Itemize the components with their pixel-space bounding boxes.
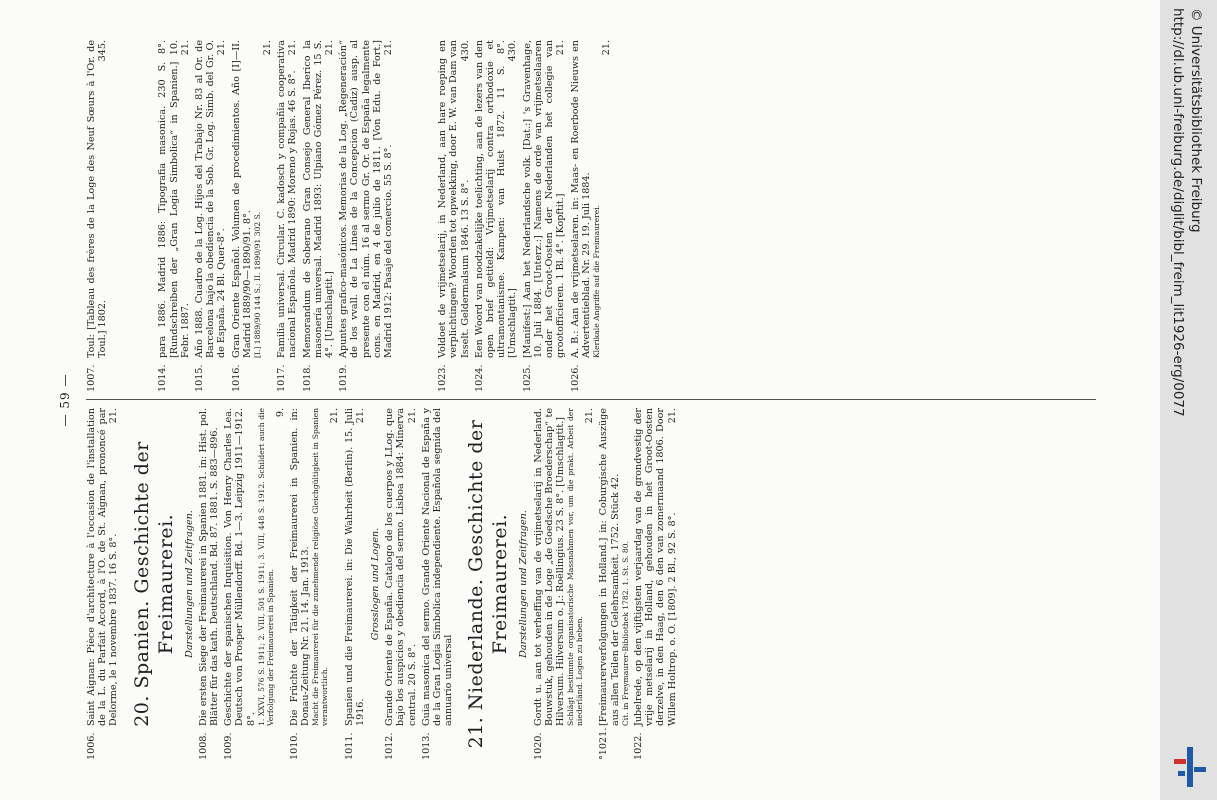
spacer — [111, 40, 157, 392]
entry-note: 1. XXVI, 576 S. 1911; 2. VIII, 501 S. 1911; 3. VIII, 448 S. 1912. Schildert auch die Verfolgung der Freimaurerei in Spanien. — [256, 408, 275, 726]
entry-ref: 21. — [179, 40, 191, 56]
entry-number: 1025. — [521, 364, 533, 392]
entry-number: 1013. — [420, 732, 432, 760]
entry-ref: 21. — [555, 40, 567, 56]
entry-1011 — [344, 408, 366, 760]
entry-ref: 21. — [666, 408, 678, 424]
entry-1016 — [231, 40, 274, 392]
rotated-page-content — [60, 40, 1100, 760]
entry-ref: 21. — [584, 408, 596, 424]
entry-text: Voldoet de vrijmetselarij, in Nederland, aan hare roeping en verplichtingen? Woorden tot opwekking, door E. W. van Dam van Isselt. Geldermalsum 1846. 13 S. 8°. — [437, 40, 471, 358]
entry-ref: 21. — [406, 408, 418, 424]
entry-number: 1016. — [230, 364, 242, 392]
entry-number: 1006. — [86, 732, 97, 760]
entry-ref: 21. — [216, 40, 228, 56]
page-header: — 59 — — [58, 373, 72, 427]
entry-text: Saint Aignan: Pièce d'architecture à l'occasion de l'installation de la L. du Parfait Accord, à l'O. de St. Aignan, prononcé par Delorme, le 1 novembre 1837. 16 S. 8°. — [86, 408, 120, 726]
entry-ref: 430. — [507, 40, 519, 62]
entry-text: Apuntes grafico-masónicos. Memorias de la Log. „Regeneración“ de los vvall. de La Linea de la Concepcion (Cadiz) ausp. al presente con el núm. 16 al sermo Gr. Or. de España legalmente cons. en Madrid, en 4 de julio de 1811. [Von Edu. de Fort.] Madrid 1912: Pasaje del comercio. 55 S. 8°. — [338, 40, 395, 358]
viewer-sidebar — [1160, 0, 1217, 800]
ub-freiburg-logo-icon — [1168, 745, 1212, 789]
entry-1012 — [384, 408, 418, 760]
copyright-notice: © Universitätsbibliothek Freiburg — [1188, 8, 1204, 233]
entry-ref: 430. — [459, 40, 471, 62]
entry-ref: 9. — [274, 408, 286, 418]
entry-number: 1011. — [343, 732, 355, 760]
entry-1019 — [338, 40, 394, 392]
entry-1008 — [198, 408, 220, 760]
entry-number: 1023. — [437, 364, 449, 392]
entry-1017 — [276, 40, 298, 392]
entry-number: 1012. — [384, 732, 396, 760]
entry-text: A. B.: Aan de vrijmetselaren. in: Maas- en Roerbode Nieuws en Advertentieblad. Nr. 29. 19. Juli 1884. — [569, 40, 592, 358]
right-column — [86, 40, 615, 392]
entry-text: Año 1888. Cuadro de la Log. Hijos del Trabajo Nr. 83 al Or. de Barcelona bajo la obediencia de la Sob. Gr. Log. Simb. del Gr. O. de España. 24 Bl. Quer-8°. — [194, 40, 228, 358]
entry-number: 1015. — [194, 364, 206, 392]
entry-1010 — [289, 408, 341, 760]
section-title-spain: 20. Spanien. Geschichte der Freimaurerei. — [130, 441, 177, 727]
entry-text: Guia masonica del sermo. Grande Oriente Nacional de España y de la Gran Logia Simbolica independiente. Española segnida del annuario universal — [420, 408, 455, 726]
left-column — [86, 408, 681, 760]
entry-ref: 21. — [324, 40, 336, 56]
entry-text: Familia universal. Circular. C. kadosch y compañia cooperativa nacional Española. Madrid 1890: Moreno y Rojas. 46 S. 8°. — [276, 40, 299, 358]
subsection-title: Darstellungen und Zeitfragen. — [518, 510, 530, 658]
entry-number: 1017. — [276, 364, 288, 392]
logo-blue-bar — [1194, 767, 1206, 772]
entry-ref: 21. — [329, 408, 341, 424]
entry-1009 — [223, 408, 286, 760]
entry-1025 — [522, 40, 567, 392]
entry-note: [I.] 1889/90 144 S.; II. 1890/91 302 S. — [253, 212, 263, 358]
entry-text: Een Woord van noodzakelijke toelichting, aan de lezers van den open brief getiteld: Vrijmetselarij contra orthodoxie et ultramontanisme. Kampen: van Hulst 1872. 11 S. 8°. [Umschlagtit.] — [473, 40, 519, 358]
entry-ref: 21. — [262, 40, 274, 56]
entry-1015 — [194, 40, 228, 392]
entry-number: 1018. — [301, 364, 313, 392]
section-title-netherlands: 21. Niederlande. Geschichte der Freimaurerei. — [465, 419, 512, 749]
entry-text: Grande Oriente de España. Catalogo de los cuerpos y LLog. que bajo los auspicios y obediencia del sermo. Lisboa 1884: Minerva central. 20 S. 8°. — [384, 408, 418, 726]
entry-number: 1019. — [338, 364, 350, 392]
entry-number: 1026. — [569, 364, 581, 392]
entry-ref: 345. — [97, 40, 109, 62]
entry-1014 — [157, 40, 191, 392]
entry-1024 — [474, 40, 519, 392]
entry-1006 — [86, 408, 120, 760]
entry-text: Jubelrede, op den vijftigsten verjaardag van de grondvestig der vrije metselarij in Holland, gehouden in het Groot-Oosten derzelve, in den Haag, den 6 den van zomermaand 1806. Door Willem Holtrop. o. O. [1809]. 2 Bl., 92 S. 8°. — [632, 408, 678, 726]
entry-text: Spanien und die Freimaurerei. in: Die Wahrheit (Berlin). 15. Juli 1916. — [343, 408, 366, 726]
entry-text: Toul: [Tableau des frères de la Loge des Neuf Sœurs à l'Or. de Toul.] 1802. — [86, 40, 109, 358]
entry-ref: 21. — [600, 40, 612, 56]
entry-1020 — [533, 408, 596, 760]
entry-1026 — [570, 40, 613, 392]
column-divider — [86, 399, 1096, 400]
entry-1021 — [598, 408, 629, 760]
entry-text: Gordt u. aan tot verheffing van de vrijmetselarij in Nederland. Bouwstuk, gehouden in de Loge „de Goedsche Broederschap“ te Hilversum. Hilversum o. J.: Roëllingius. 23 S. 8°. [Umschlagtit.] — [532, 408, 567, 726]
entry-text: [Freimaurerverfolgungen in Holland.] in: Coburgische Auszüge aus allen Teilen der Gelehrsamkeit. 1752. Stück 42. — [598, 408, 621, 726]
entry-number: 1009. — [223, 732, 235, 760]
subsection-title: Darstellungen und Zeitfragen. — [183, 510, 195, 658]
entry-number: 1022. — [632, 732, 644, 760]
logo-blue-bar-small — [1178, 771, 1185, 776]
entry-number: 1014. — [157, 364, 169, 392]
entry-text: Memorandum de Soberano Gran Consejo General Iberico la masonería universal. Madrid 1893: Ulpiano Gómez Pérez. 15 S. 4°. [Umschlagtit.] — [301, 40, 336, 358]
entry-text: para 1886. Madrid 1886: Tipografia masonica. 230 S. 8°. [Rundschreiben der „Gran Logia Simbolica“ in Spanien.] 10. Febr. 1887. — [157, 40, 191, 358]
entry-text: Geschichte der spanischen Inquisition. Von Henry Charles Lea. Deutsch von Prosper Müllendorff. Bd. 1—3. Leipzig 1911—1912. 8°. — [223, 408, 257, 726]
entry-number: °1021. — [598, 727, 610, 760]
entry-ref: 21. — [287, 40, 299, 56]
entry-text: Die Früchte der Tätigkeit der Freimaurerei in Spanien. in: Donau-Zeitung Nr. 21. 14. Jan. 1913. — [289, 408, 312, 726]
subsection-title: Grosslogen und Logen. — [370, 527, 382, 641]
permalink-url[interactable]: http://dl.ub.uni-freiburg.de/diglit/bibl_freim_lit1926-erg/0077 — [1170, 8, 1186, 417]
entry-1018 — [302, 40, 336, 392]
logo-red-bar — [1174, 759, 1186, 764]
entry-ref: 21. — [383, 40, 395, 56]
entry-ref: 21. — [354, 408, 366, 424]
logo-vertical-bar — [1187, 747, 1193, 787]
entry-1023 — [437, 40, 471, 392]
entry-text: Gran Oriente Español. Volumen de procedimientos. Año [I]—II. Madrid 1889/90—1890/91. 8°. — [230, 40, 253, 358]
entry-note: Cit. in Freymaurer-Bibliothek 1782. 1. St. S. 80. — [620, 541, 630, 726]
entry-number: 1020. — [532, 732, 544, 760]
entry-note: Schlägt bestimmte organisatorische Massnahmen vor, um die prakt. Arbeit der niederländ. Logen zu heben. — [566, 408, 585, 726]
entry-ref: 21. — [108, 408, 120, 424]
entry-number: 1024. — [473, 364, 485, 392]
entry-number: 1008. — [197, 732, 209, 760]
entry-note: Macht die Freimaurerei für die zunehmende religiöse Gleichgültigkeit in Spanien verantwortlich. — [311, 408, 330, 726]
entry-note: Klerikale Angriffe auf die Freimaurerei. — [591, 204, 601, 358]
entry-1013 — [421, 408, 455, 760]
spacer — [397, 40, 437, 392]
entry-text: Die ersten Siege der Freimaurerei in Spanien 1881. in: Hist. pol. Blätter für das kath. Deutschland. Bd. 87. 1881. S. 883—896. — [197, 408, 221, 726]
entry-1007 — [86, 40, 108, 392]
entry-number: 1010. — [289, 732, 301, 760]
entry-text: [Manifest:] Aan het Nederlandsche volk. [Dat.:] 's Gravenhage, 10. Juli 1884. [Unterz.:] Namens de orde van vrijmetselaaren onder het Groot-Oosten der Nederlanden het collegie van grootofficieren. 1 Bl. 4°. [Kopftit.] — [521, 40, 567, 358]
entry-number: 1007. — [86, 364, 97, 392]
entry-1022 — [633, 408, 678, 760]
